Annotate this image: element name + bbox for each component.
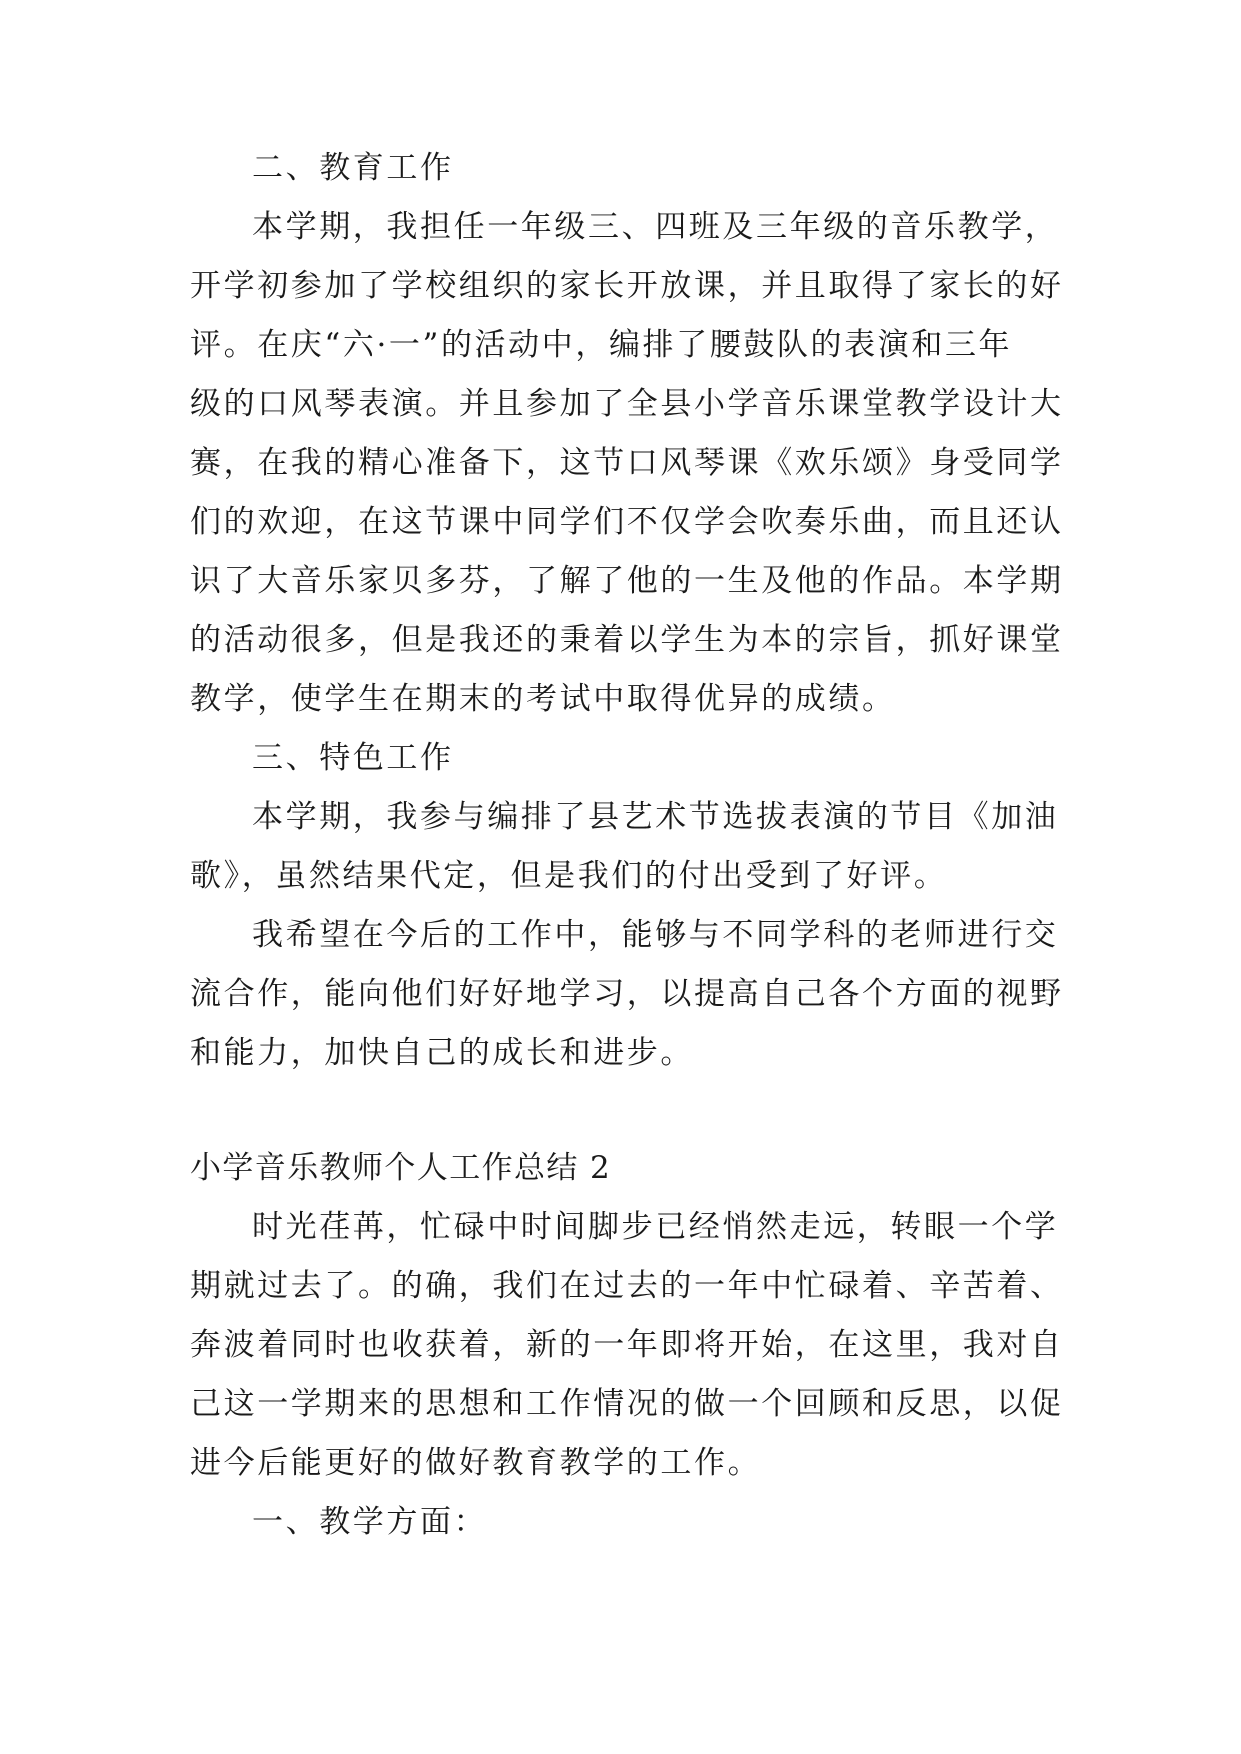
section-heading-education-work: 二、教育工作 bbox=[252, 150, 454, 186]
paragraph-line: 我希望在今后的工作中，能够与不同学科的老师进行交 bbox=[252, 917, 1059, 953]
paragraph-line: 级的口风琴表演。并且参加了全县小学音乐课堂教学设计大 bbox=[190, 386, 1064, 422]
paragraph-line: 本学期，我担任一年级三、四班及三年级的音乐教学， bbox=[252, 209, 1059, 245]
section-heading-special-work: 三、特色工作 bbox=[252, 740, 454, 776]
paragraph-line: 的活动很多，但是我还的秉着以学生为本的宗旨，抓好课堂 bbox=[190, 622, 1064, 658]
paragraph-line: 们的欢迎，在这节课中同学们不仅学会吹奏乐曲，而且还认 bbox=[190, 504, 1064, 540]
paragraph-line: 评。在庆“六·一”的活动中，编排了腰鼓队的表演和三年 bbox=[190, 327, 1013, 363]
paragraph-line: 教学，使学生在期末的考试中取得优异的成绩。 bbox=[190, 681, 896, 717]
paragraph-line: 歌》，虽然结果代定，但是我们的付出受到了好评。 bbox=[190, 858, 948, 894]
document-title: 小学音乐教师个人工作总结 2 bbox=[190, 1150, 612, 1186]
paragraph-line: 赛，在我的精心准备下，这节口风琴课《欢乐颂》身受同学 bbox=[190, 445, 1064, 481]
paragraph-line: 进今后能更好的做好教育教学的工作。 bbox=[190, 1445, 762, 1481]
paragraph-line: 流合作，能向他们好好地学习，以提高自己各个方面的视野 bbox=[190, 976, 1064, 1012]
paragraph-line: 奔波着同时也收获着，新的一年即将开始，在这里，我对自 bbox=[190, 1327, 1064, 1363]
paragraph-line: 本学期，我参与编排了县艺术节选拔表演的节目《加油 bbox=[252, 799, 1059, 835]
paragraph-line: 时光荏苒，忙碌中时间脚步已经悄然走远，转眼一个学 bbox=[252, 1209, 1059, 1245]
paragraph-line: 开学初参加了学校组织的家长开放课，并且取得了家长的好 bbox=[190, 268, 1064, 304]
paragraph-line: 期就过去了。的确，我们在过去的一年中忙碌着、辛苦着、 bbox=[190, 1268, 1064, 1304]
paragraph-line: 和能力，加快自己的成长和进步。 bbox=[190, 1035, 694, 1071]
paragraph-line: 识了大音乐家贝多芬，了解了他的一生及他的作品。本学期 bbox=[190, 563, 1064, 599]
section-heading-teaching: 一、教学方面： bbox=[252, 1504, 488, 1540]
paragraph-line: 己这一学期来的思想和工作情况的做一个回顾和反思，以促 bbox=[190, 1386, 1064, 1422]
